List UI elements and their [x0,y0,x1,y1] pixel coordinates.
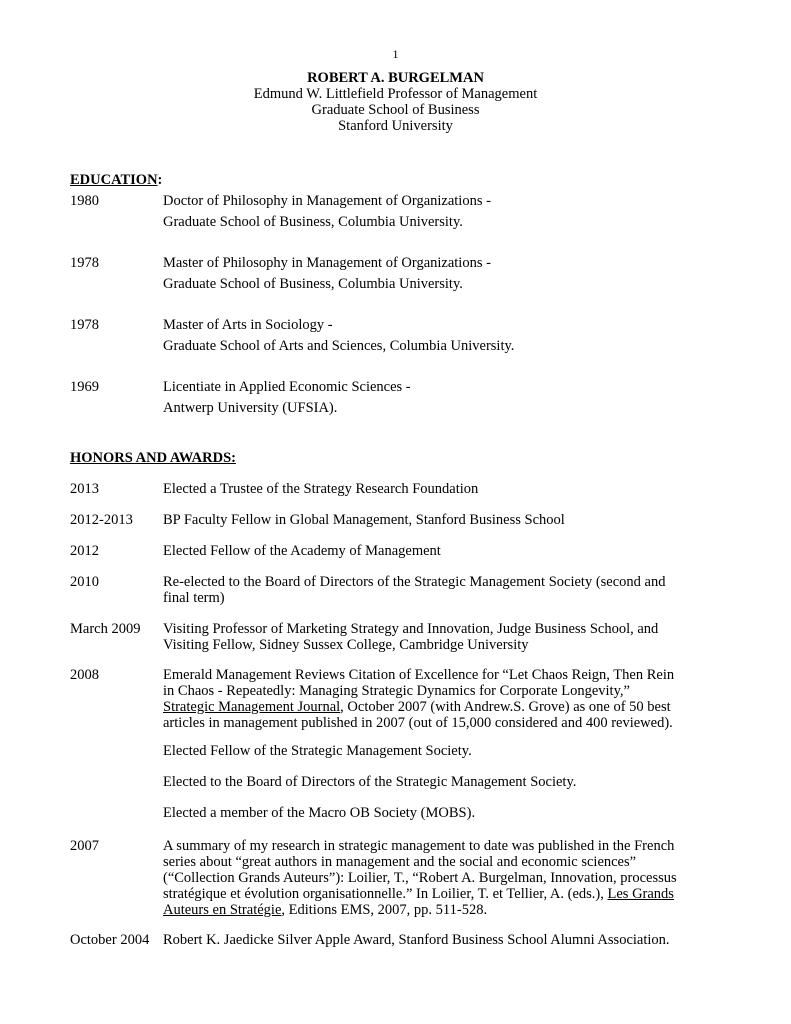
honor-year: March 2009 [70,621,141,637]
honor-text: Elected a member of the Macro OB Society (MOBS). [163,805,476,821]
honor-year: 2008 [70,667,99,683]
honor-text: Elected Fellow of the Academy of Management [163,543,441,559]
book-title: Auteurs en Stratégie [163,902,282,918]
honor-text: Visiting Professor of Marketing Strategy and Innovation, Judge Business School, and [163,621,659,637]
honor-text: A summary of my research in strategic management to date was published in the French [163,838,675,854]
cv-name: ROBERT A. BURGELMAN [307,70,484,86]
education-year: 1978 [70,317,99,333]
honor-text: articles in management published in 2007 (out of 15,000 considered and 400 reviewed). [163,715,673,731]
education-degree: Master of Arts in Sociology - [163,317,333,333]
honor-text: Elected Fellow of the Strategic Management Society. [163,743,472,759]
honor-text: (“Collection Grands Auteurs”): Loilier, T., “Robert A. Burgelman, Innovation, processus [163,870,677,886]
education-degree: Doctor of Philosophy in Management of Organizations - [163,193,491,209]
cv-university: Stanford University [338,118,453,134]
honor-text: in Chaos - Repeatedly: Managing Strategic Dynamics for Corporate Longevity,” [163,683,630,699]
honor-text: Re-elected to the Board of Directors of the Strategic Management Society (second and [163,574,666,590]
honor-text: Emerald Management Reviews Citation of Excellence for “Let Chaos Reign, Then Rein [163,667,675,683]
honor-text: Elected a Trustee of the Strategy Research Foundation [163,481,479,497]
honor-year: 2007 [70,838,99,854]
education-institution: Graduate School of Business, Columbia University. [163,276,463,292]
honor-text: series about “great authors in management and the social and economic sciences” [163,854,637,870]
honor-text: Visiting Fellow, Sidney Sussex College, Cambridge University [163,637,529,653]
honor-year: 2010 [70,574,99,590]
honor-year: 2013 [70,481,99,497]
education-degree: Master of Philosophy in Management of Organizations - [163,255,491,271]
honor-year: 2012 [70,543,99,559]
honor-text: Strategic Management Journal, October 2007 (with Andrew.S. Grove) as one of 50 best [163,699,671,715]
education-heading: EDUCATION: [70,172,163,188]
cv-title: Edmund W. Littlefield Professor of Management [253,86,538,102]
honor-year: October 2004 [70,932,150,948]
education-institution: Graduate School of Business, Columbia University. [163,214,463,230]
honor-text: final term) [163,590,225,606]
book-title: Les Grands [607,886,674,902]
education-year: 1980 [70,193,99,209]
honor-text: Elected to the Board of Directors of the Strategic Management Society. [163,774,577,790]
page-number: 1 [392,47,399,61]
education-institution: Antwerp University (UFSIA). [163,400,338,416]
education-year: 1969 [70,379,99,395]
honor-text: Robert K. Jaedicke Silver Apple Award, Stanford Business School Alumni Association. [163,932,670,948]
education-year: 1978 [70,255,99,271]
honor-text: Auteurs en Stratégie, Editions EMS, 2007, pp. 511-528. [163,902,488,918]
honor-text: stratégique et évolution organisationnelle.” In Loilier, T. et Tellier, A. (eds.), Les Grands [163,886,674,902]
honors-heading: HONORS AND AWARDS: [70,450,236,466]
cv-school: Graduate School of Business [311,102,480,118]
honor-year: 2012-2013 [70,512,133,528]
education-degree: Licentiate in Applied Economic Sciences - [163,379,411,395]
honor-text: BP Faculty Fellow in Global Management, Stanford Business School [163,512,565,528]
journal-title: Strategic Management Journal [163,699,341,715]
education-institution: Graduate School of Arts and Sciences, Columbia University. [163,338,515,354]
